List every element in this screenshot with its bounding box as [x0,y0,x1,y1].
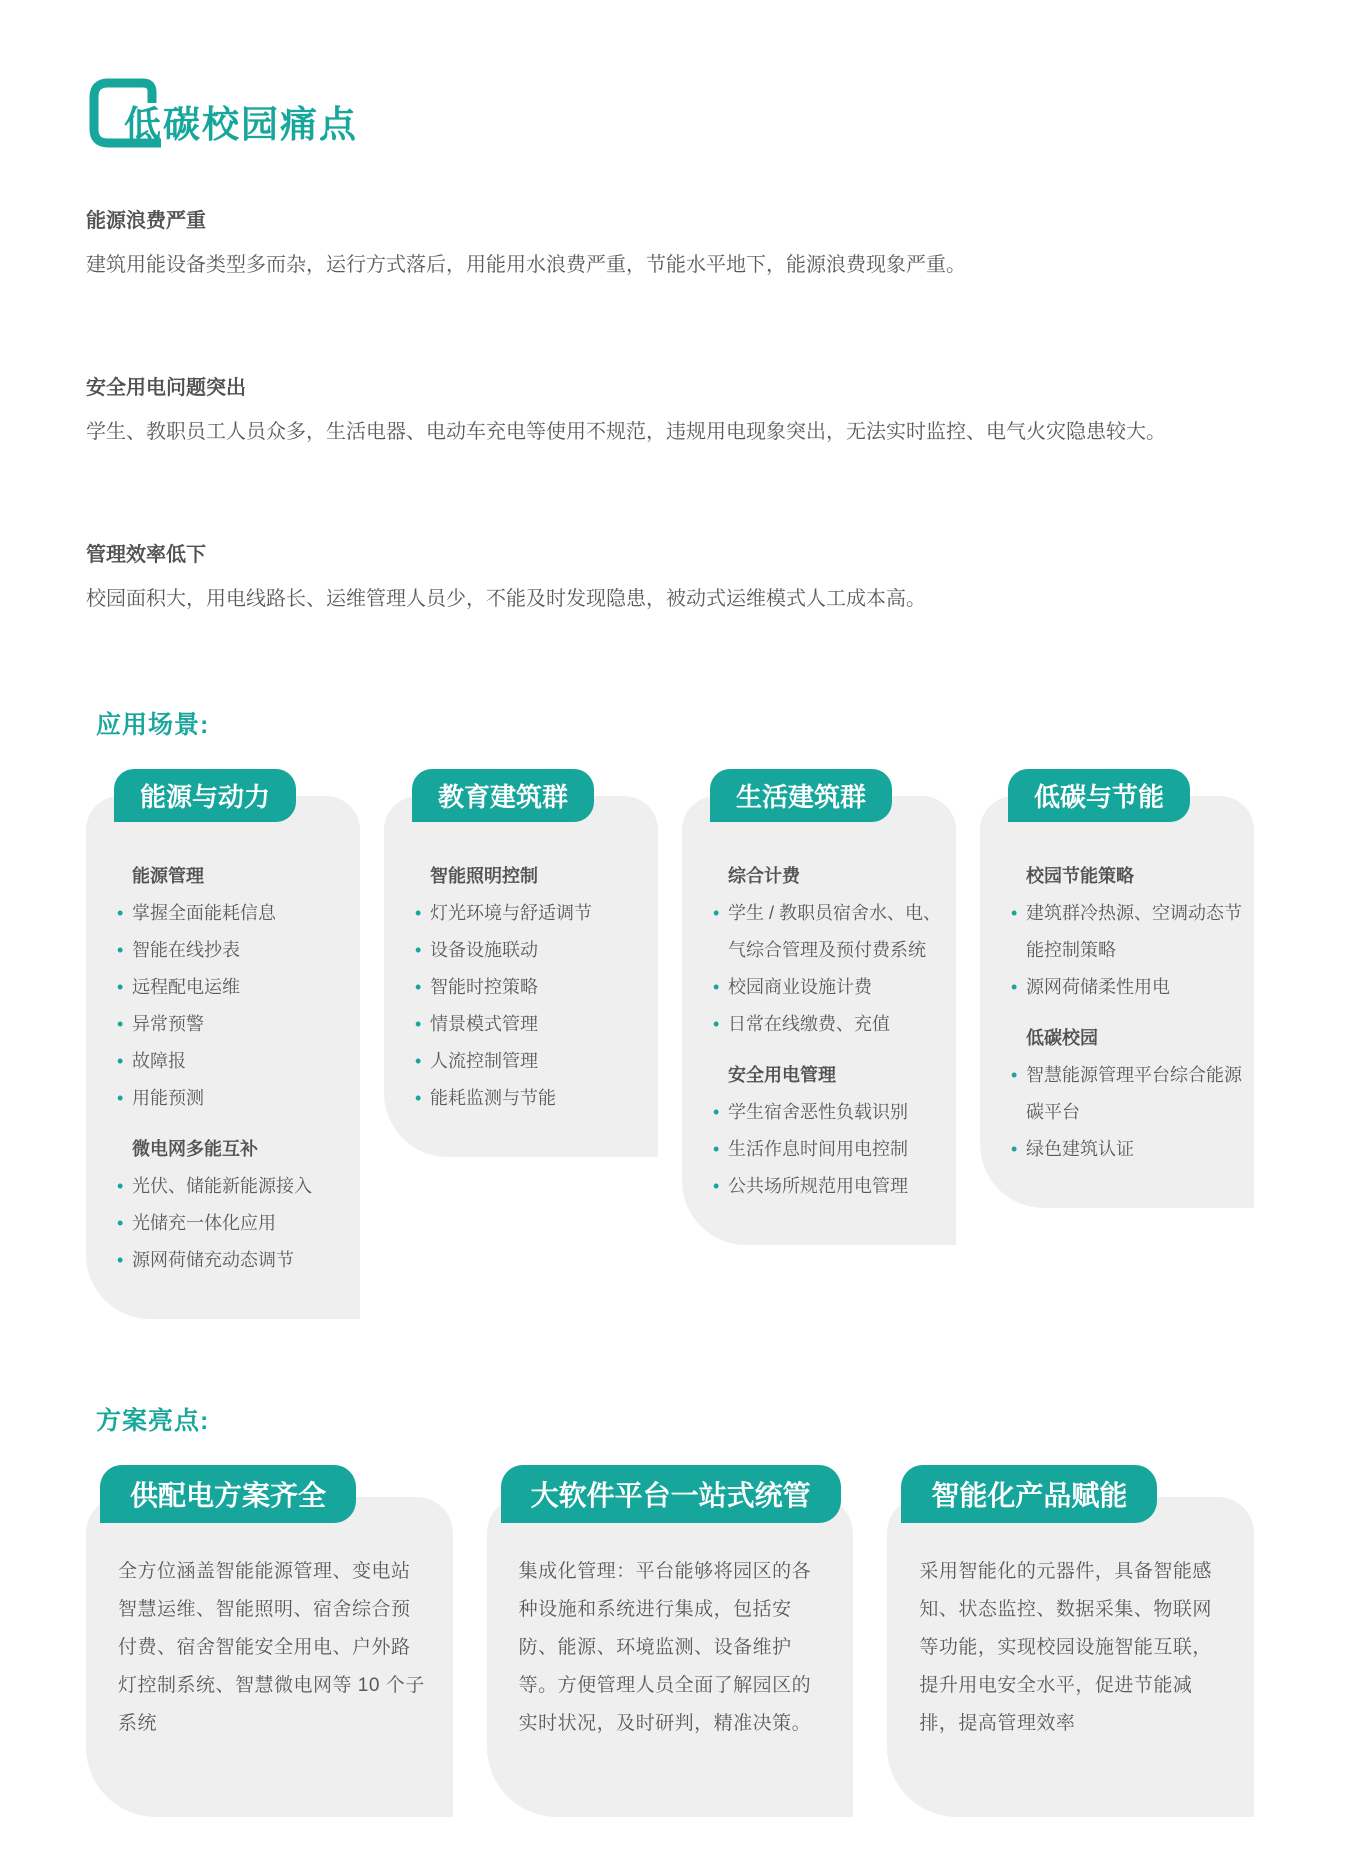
scenarios-section [86,705,1254,1319]
pain-point [86,538,1254,613]
highlight-card-body: 采用智能化的元器件，具备智能感知、状态监控、数据采集、物联网等功能，实现校园设施智能互联，提升用电安全水平，促进节能减排，提高管理效率 [887,1497,1254,1817]
highlight-card-badge: 智能化产品赋能 [901,1465,1157,1523]
list-item: • 故障报 [132,1043,348,1080]
pain-point-desc: 学生、教职员工人员众多，生活电器、电动车充电等使用不规范，违规用电现象突出，无法实时监控、电气火灾隐患较大。 [86,421,1166,443]
pain-point-title: 管理效率低下 [86,544,206,566]
card-section-title: 智能照明控制 [430,866,538,886]
highlight-card-intelligent-products [887,1465,1254,1817]
highlight-card-body: 全方位涵盖智能能源管理、变电站智慧运维、智能照明、宿舍综合预付费、宿舍智能安全用电、户外路灯控制系统、智慧微电网等 10 个子系统 [86,1497,453,1817]
scenario-card-badge: 教育建筑群 [412,769,594,822]
card-section-title: 能源管理 [132,866,204,886]
section-heading-scenarios: 应用场景: [96,711,210,739]
pain-point-desc: 建筑用能设备类型多而杂，运行方式落后，用能用水浪费严重，节能水平地下，能源浪费现象严重。 [86,254,966,276]
highlight-card-badge: 供配电方案齐全 [100,1465,356,1523]
list-item: • 智慧能源管理平台综合能源碳平台 [1026,1057,1242,1131]
pain-point [86,204,1254,279]
list-item: • 能耗监测与节能 [430,1080,646,1117]
scenario-card-energy-power [86,769,360,1319]
scenario-card-education-buildings [384,769,658,1157]
highlight-grid [86,1465,1254,1817]
doc-header [86,78,1254,148]
page-title: 低碳校园痛点 [124,104,358,145]
scenario-card-body [86,796,360,1319]
list-item: • 学生宿舍恶性负载识别 [728,1094,944,1131]
card-item-list [1010,1057,1242,1168]
card-section-title: 安全用电管理 [728,1065,836,1085]
list-item: • 情景模式管理 [430,1006,646,1043]
pain-point [86,371,1254,446]
highlight-card-badge: 大软件平台一站式统管 [501,1465,841,1523]
card-section-title: 校园节能策略 [1026,866,1134,886]
card-item-list [414,895,646,1117]
list-item: • 灯光环境与舒适调节 [430,895,646,932]
scenario-card-body [384,796,658,1157]
section-heading-highlights: 方案亮点: [96,1407,210,1435]
card-item-list [116,1168,348,1279]
list-item: • 光储充一体化应用 [132,1205,348,1242]
list-item: • 异常预警 [132,1006,348,1043]
list-item: • 人流控制管理 [430,1043,646,1080]
scenario-card-body [980,796,1254,1208]
list-item: • 公共场所规范用电管理 [728,1168,944,1205]
scenario-grid [86,769,1254,1319]
card-item-list [1010,895,1242,1006]
list-item: • 建筑群冷热源、空调动态节能控制策略 [1026,895,1242,969]
scenario-card-badge: 低碳与节能 [1008,769,1190,822]
card-item-list [116,895,348,1117]
list-item: • 绿色建筑认证 [1026,1131,1242,1168]
list-item: • 远程配电运维 [132,969,348,1006]
list-item: • 掌握全面能耗信息 [132,895,348,932]
highlight-card-software-platform [487,1465,854,1817]
pain-point-desc: 校园面积大，用电线路长、运维管理人员少，不能及时发现隐患，被动式运维模式人工成本高。 [86,588,926,610]
card-item-list [712,1094,944,1205]
list-item: • 校园商业设施计费 [728,969,944,1006]
list-item: • 智能时控策略 [430,969,646,1006]
list-item: • 源网荷储充动态调节 [132,1242,348,1279]
list-item: • 生活作息时间用电控制 [728,1131,944,1168]
list-item: • 日常在线缴费、充值 [728,1006,944,1043]
list-item: • 用能预测 [132,1080,348,1117]
list-item: • 光伏、储能新能源接入 [132,1168,348,1205]
pain-point-title: 安全用电问题突出 [86,377,246,399]
scenario-card-low-carbon [980,769,1254,1208]
highlight-card-body: 集成化管理：平台能够将园区的各种设施和系统进行集成，包括安防、能源、环境监测、设备维护等。方便管理人员全面了解园区的实时状况，及时研判，精准决策。 [487,1497,854,1817]
list-item: • 源网荷储柔性用电 [1026,969,1242,1006]
card-section-title: 微电网多能互补 [132,1139,258,1159]
pain-point-title: 能源浪费严重 [86,210,206,232]
scenario-card-living-buildings [682,769,956,1245]
card-item-list [712,895,944,1043]
card-section-title: 低碳校园 [1026,1028,1098,1048]
highlight-card-power-distribution [86,1465,453,1817]
scenario-card-body [682,796,956,1245]
scenario-card-badge: 生活建筑群 [710,769,892,822]
highlights-section [86,1401,1254,1817]
scenario-card-badge: 能源与动力 [114,769,296,822]
card-section-title: 综合计费 [728,866,800,886]
list-item: • 学生 / 教职员宿舍水、电、气综合管理及预付费系统 [728,895,944,969]
list-item: • 设备设施联动 [430,932,646,969]
list-item: • 智能在线抄表 [132,932,348,969]
